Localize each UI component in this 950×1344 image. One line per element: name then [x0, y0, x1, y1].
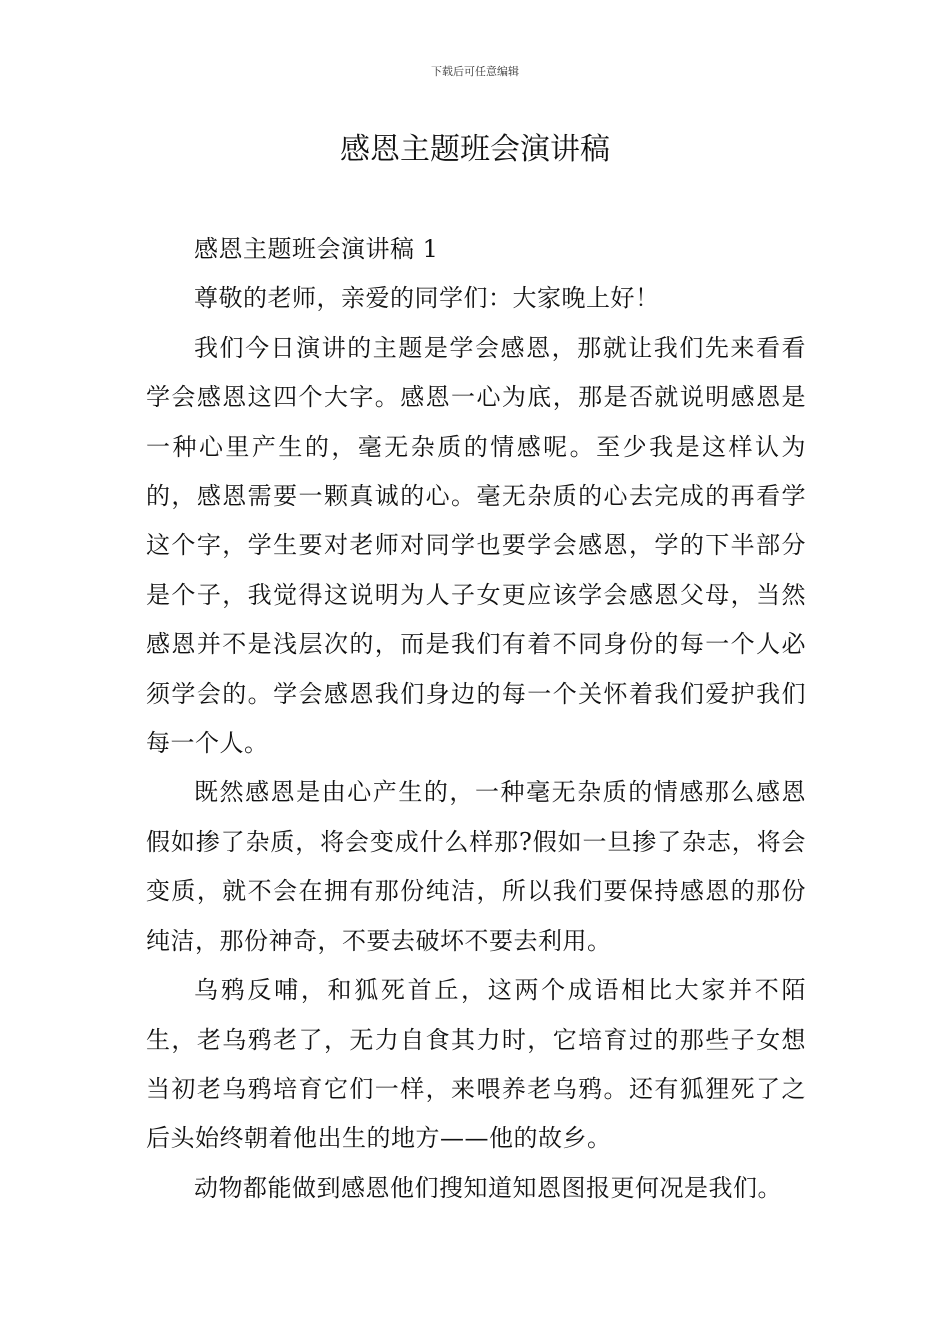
- section-heading: 感恩主题班会演讲稿 1: [194, 235, 439, 263]
- salutation-paragraph: 尊敬的老师，亲爱的同学们：大家晚上好！: [194, 284, 660, 313]
- header-note: 下载后可任意编辑: [431, 65, 519, 78]
- document-body: [146, 225, 806, 1213]
- body-paragraph: 乌鸦反哺，和狐死首丘，这两个成语相比大家并不陌生，老乌鸦老了，无力自食其力时，它培育过的那些子女想当初老乌鸦培育它们一样，来喂养老乌鸦。还有狐狸死了之后头始终朝着他出生的地方——他的故乡。: [146, 976, 806, 1153]
- document-title: 感恩主题班会演讲稿: [340, 132, 610, 167]
- body-paragraph: 我们今日演讲的主题是学会感恩，那就让我们先来看看学会感恩这四个大字。感恩一心为底，那是否就说明感恩是一种心里产生的，毫无杂质的情感呢。至少我是这样认为的，感恩需要一颗真诚的心。毫无杂质的心去完成的再看学这个字，学生要对老师对同学也要学会感恩，学的下半部分是个子，我觉得这说明为人子女更应该学会感恩父母，当然感恩并不是浅层次的，而是我们有着不同身份的每一个人必须学会的。学会感恩我们身边的每一个关怀着我们爱护我们每一个人。: [146, 333, 806, 758]
- body-paragraph: 动物都能做到感恩他们搜知道知恩图报更何况是我们。: [194, 1173, 782, 1202]
- body-paragraph: 既然感恩是由心产生的，一种毫无杂质的情感那么感恩假如掺了杂质，将会变成什么样那?假如一旦掺了杂志，将会变质，就不会在拥有那份纯洁，所以我们要保持感恩的那份纯洁，那份神奇，不要去破坏不要去利用。: [146, 778, 806, 955]
